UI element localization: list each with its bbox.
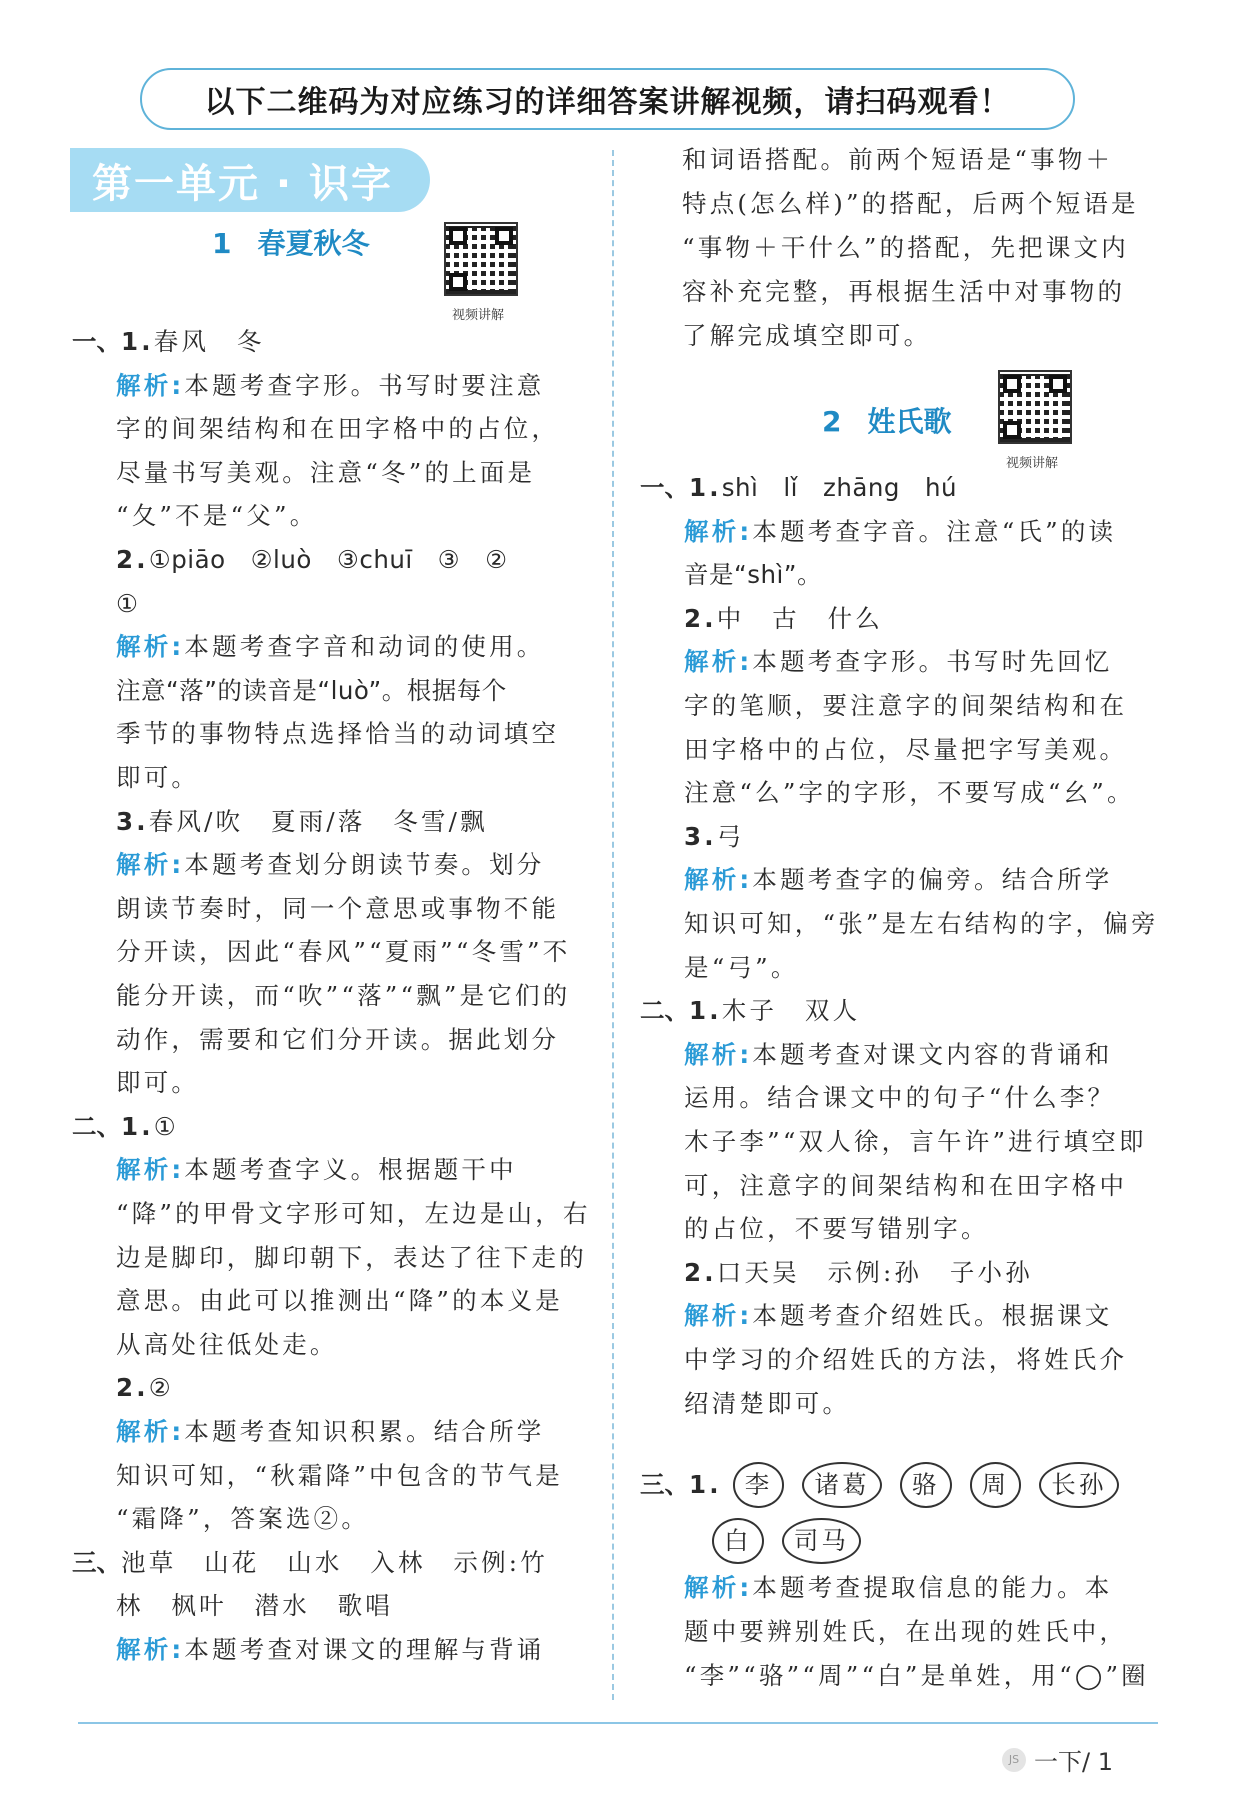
line-text: 分开读，因此“春风”“夏雨”“冬雪”不 <box>116 937 571 967</box>
answer-line <box>116 1067 199 1099</box>
qr-code-icon[interactable] <box>998 370 1072 444</box>
analysis-label: 解析: <box>116 370 185 400</box>
answer-line <box>116 806 488 838</box>
circled-surname: 周 <box>970 1462 1022 1508</box>
answer-line <box>684 1257 1033 1289</box>
line-text: 题中要辨别姓氏，在出现的姓氏中， <box>684 1617 1128 1646</box>
analysis-line <box>684 646 1113 678</box>
line-text: 意思。由此可以推测出“降”的本义是 <box>116 1286 563 1316</box>
line-text: 田字格中的占位，尽量把字写美观。 <box>684 734 1128 764</box>
line-text: ① <box>116 588 142 618</box>
answer-line <box>684 603 883 635</box>
line-text: 即可。 <box>116 1068 200 1098</box>
circled-names-row <box>733 1470 1137 1499</box>
line-text: 春风/吹 夏雨/落 冬雪/飘 <box>148 806 488 836</box>
circled-surname: 李 <box>733 1462 785 1508</box>
bottom-rule <box>78 1722 1158 1724</box>
line-text: ①piāo ②luò ③chuī ③ ② <box>148 545 508 574</box>
answer-line <box>684 734 1127 766</box>
question-number: 1. <box>121 1111 154 1141</box>
analysis-line <box>684 516 1116 548</box>
lesson-number: 1 <box>212 227 232 260</box>
answer-line <box>684 1126 1147 1158</box>
answer-line: 特点(怎么样)”的搭配，后两个短语是 <box>682 189 1139 218</box>
line-text: 本题考查字音和动词的使用。 <box>184 632 545 662</box>
line-text: 能分开读，而“吹”“落”“飘”是它们的 <box>116 981 571 1010</box>
answer-line <box>116 1198 591 1230</box>
banner-text: 以下二维码为对应练习的详细答案讲解视频，请扫码观看！ <box>204 85 1011 120</box>
answer-line <box>116 457 535 489</box>
answer-line <box>116 1372 174 1404</box>
answer-line <box>640 1462 1137 1508</box>
answer-line: “事物＋干什么”的搭配，先把课文内 <box>682 233 1129 262</box>
analysis-label: 解析: <box>116 1155 185 1185</box>
answer-line <box>684 821 744 853</box>
line-text: 绍清楚即可。 <box>684 1388 851 1418</box>
question-number: 2. <box>684 1257 717 1287</box>
answer-line <box>116 413 559 445</box>
question-number: 1. <box>689 1470 722 1499</box>
question-number: 1. <box>689 473 722 502</box>
answer-line <box>684 1616 1127 1648</box>
analysis-line <box>684 1300 1113 1332</box>
line-text: 的占位，不要写错别字。 <box>684 1214 989 1244</box>
answer-line <box>684 559 822 591</box>
line-text: 林 枫叶 潜水 歌唱 <box>116 1591 393 1621</box>
line-text: 动作，需要和它们分开读。据此划分 <box>116 1024 560 1054</box>
answer-line <box>116 1242 587 1274</box>
line-text: ② <box>148 1373 174 1403</box>
analysis-line <box>116 631 545 663</box>
answer-line <box>116 544 508 576</box>
analysis-label: 解析: <box>116 1635 185 1664</box>
line-text: 即可。 <box>116 763 200 792</box>
answer-line <box>640 472 957 504</box>
circled-surname: 骆 <box>900 1462 952 1508</box>
answer-line <box>684 690 1127 722</box>
answer-line <box>684 777 1135 809</box>
answer-video-banner <box>140 68 1075 130</box>
line-text: 字的笔顺，要注意字的间架结构和在 <box>684 691 1128 720</box>
line-text: ① <box>153 1111 179 1141</box>
section-label: 二、 <box>640 996 689 1026</box>
lesson-2-heading <box>822 400 952 440</box>
page-number: 一下/ 1 <box>1034 1748 1113 1776</box>
answer-line <box>72 326 265 358</box>
section-label: 三、 <box>640 1470 689 1499</box>
qr-caption: 视频讲解 <box>452 308 505 323</box>
answer-line <box>72 1111 179 1143</box>
unit-title: 第一单元 · 识字 <box>92 160 394 207</box>
line-text: 木子 双人 <box>721 996 861 1026</box>
answer-line <box>116 980 570 1012</box>
question-number: 2. <box>684 603 717 633</box>
line-text: 本题考查字音。注意“氏”的读 <box>752 516 1117 546</box>
answer-line <box>116 893 559 925</box>
line-text: 知识可知，“张”是左右结构的字，偏旁 <box>684 909 1159 938</box>
answer-line <box>684 1660 1149 1692</box>
analysis-line <box>684 1572 1113 1604</box>
line-text: 口天吴 示例:孙 子小孙 <box>716 1257 1033 1287</box>
line-text: 知识可知，“秋霜降”中包含的节气是 <box>116 1460 563 1490</box>
line-text: “降”的甲骨文字形可知，左边是山，右 <box>116 1199 591 1228</box>
line-text: 中学习的介绍姓氏的方法，将姓氏介 <box>684 1345 1128 1374</box>
line-text: 可，注意字的间架结构和在田字格中 <box>684 1170 1128 1200</box>
analysis-line <box>116 1416 545 1448</box>
analysis-label: 解析: <box>684 647 753 677</box>
js-badge-icon: JS <box>1002 1748 1026 1772</box>
question-number: 3. <box>684 821 717 851</box>
analysis-label: 解析: <box>684 865 753 895</box>
line-text: 本题考查对课文内容的背诵和 <box>752 1039 1113 1069</box>
analysis-label: 解析: <box>116 632 185 662</box>
answer-line <box>116 718 559 750</box>
answer-line <box>684 1344 1127 1376</box>
answer-line <box>116 1024 559 1056</box>
answer-line: 了解完成填空即可。 <box>682 321 932 350</box>
analysis-label: 解析: <box>116 1417 185 1446</box>
question-number: 2. <box>116 545 149 574</box>
circled-surname: 司马 <box>782 1518 861 1564</box>
line-text: “李”“骆”“周”“白”是单姓，用“◯”圈 <box>684 1661 1149 1690</box>
answer-line <box>684 908 1159 940</box>
page-footer <box>1002 1742 1113 1777</box>
answer-line <box>684 1082 1115 1114</box>
lesson-1-heading <box>212 222 370 262</box>
line-text: 本题考查字的偏旁。结合所学 <box>752 865 1113 895</box>
analysis-label: 解析: <box>684 1301 753 1331</box>
line-text: 本题考查提取信息的能力。本 <box>752 1573 1113 1602</box>
line-text: 中 古 什么 <box>716 603 883 633</box>
analysis-label: 解析: <box>684 516 753 546</box>
analysis-label: 解析: <box>684 1573 753 1602</box>
line-text: 注意“落”的读音是“luò”。根据每个 <box>116 675 507 705</box>
answer-line <box>116 1590 393 1622</box>
circled-names-row <box>712 1526 879 1555</box>
analysis-line <box>116 370 545 402</box>
answer-line: 容补充完整，再根据生活中对事物的 <box>682 277 1126 306</box>
line-text: 运用。结合课文中的句子“什么李？ <box>684 1083 1116 1113</box>
answer-line: 和词语搭配。前两个短语是“事物＋ <box>682 145 1114 174</box>
answer-line <box>116 588 141 620</box>
lesson-title: 春夏秋冬 <box>257 227 370 260</box>
lesson-title: 姓氏歌 <box>867 405 952 438</box>
analysis-line <box>116 849 545 881</box>
line-text: 本题考查知识积累。结合所学 <box>184 1417 545 1446</box>
answer-line <box>640 995 860 1027</box>
question-number: 2. <box>116 1373 149 1403</box>
circled-surname: 白 <box>712 1518 764 1564</box>
unit-title-tab <box>70 148 430 212</box>
qr-code-icon[interactable] <box>444 222 518 296</box>
line-text: 池草 山花 山水 入林 示例:竹 <box>121 1547 548 1577</box>
answer-line <box>116 936 570 968</box>
line-text: 本题考查介绍姓氏。根据课文 <box>752 1301 1113 1331</box>
line-text: 季节的事物特点选择恰当的动词填空 <box>116 719 560 749</box>
answer-line <box>684 1388 850 1420</box>
line-text: 本题考查划分朗读节奏。划分 <box>184 850 545 880</box>
answer-line <box>116 1285 563 1317</box>
line-text: shì lǐ zhāng hú <box>721 473 958 502</box>
question-number: 1. <box>689 996 722 1026</box>
analysis-line <box>684 1039 1113 1071</box>
answer-line <box>684 1213 989 1245</box>
analysis-line <box>684 864 1113 896</box>
circled-surname: 长孙 <box>1039 1462 1118 1508</box>
question-number: 1. <box>121 327 154 356</box>
line-text: 字的间架结构和在田字格中的占位， <box>116 414 560 444</box>
line-text: 本题考查字义。根据题干中 <box>184 1155 517 1185</box>
section-label: 一、 <box>640 473 689 502</box>
answer-line <box>116 1329 338 1361</box>
analysis-line <box>116 1154 517 1186</box>
line-text: 从高处往低处走。 <box>116 1329 338 1359</box>
line-text: 木子李”“双人徐，言午许”进行填空即 <box>684 1127 1147 1156</box>
answer-line <box>116 500 317 532</box>
column-divider <box>612 150 614 1700</box>
line-text: 本题考查字形。书写时先回忆 <box>752 647 1113 677</box>
answer-line <box>116 762 199 794</box>
section-label: 二、 <box>72 1111 121 1141</box>
line-text: 音是“shì”。 <box>684 560 822 590</box>
question-number: 3. <box>116 806 149 836</box>
line-text: 春风 冬 <box>153 327 265 356</box>
answer-line <box>684 1170 1127 1202</box>
line-text: 尽量书写美观。注意“冬”的上面是 <box>116 457 536 487</box>
analysis-label: 解析: <box>684 1039 753 1069</box>
line-text: 本题考查对课文的理解与背诵 <box>184 1635 545 1664</box>
answer-line <box>684 952 799 984</box>
answer-line <box>72 1547 548 1579</box>
line-text: 是“弓”。 <box>684 952 799 982</box>
answer-line <box>116 1503 369 1535</box>
line-text: 边是脚印，脚印朝下，表达了往下走的 <box>116 1242 587 1272</box>
answer-line <box>712 1518 879 1564</box>
line-text: 本题考查字形。书写时要注意 <box>184 370 545 400</box>
line-text: “霜降”，答案选②。 <box>116 1504 370 1534</box>
line-text: “夂”不是“父”。 <box>116 501 318 531</box>
line-text: 弓 <box>716 821 745 851</box>
lesson-number: 2 <box>822 405 842 438</box>
analysis-line <box>116 1634 545 1666</box>
answer-line <box>116 1460 563 1492</box>
section-label: 一、 <box>72 327 121 356</box>
line-text: 注意“么”字的字形，不要写成“幺”。 <box>684 778 1135 808</box>
analysis-label: 解析: <box>116 850 185 880</box>
circled-surname: 诸葛 <box>802 1462 881 1508</box>
qr-caption: 视频讲解 <box>1006 456 1059 471</box>
section-label: 三、 <box>72 1547 121 1577</box>
answer-line <box>116 675 507 707</box>
line-text: 朗读节奏时，同一个意思或事物不能 <box>116 893 560 923</box>
